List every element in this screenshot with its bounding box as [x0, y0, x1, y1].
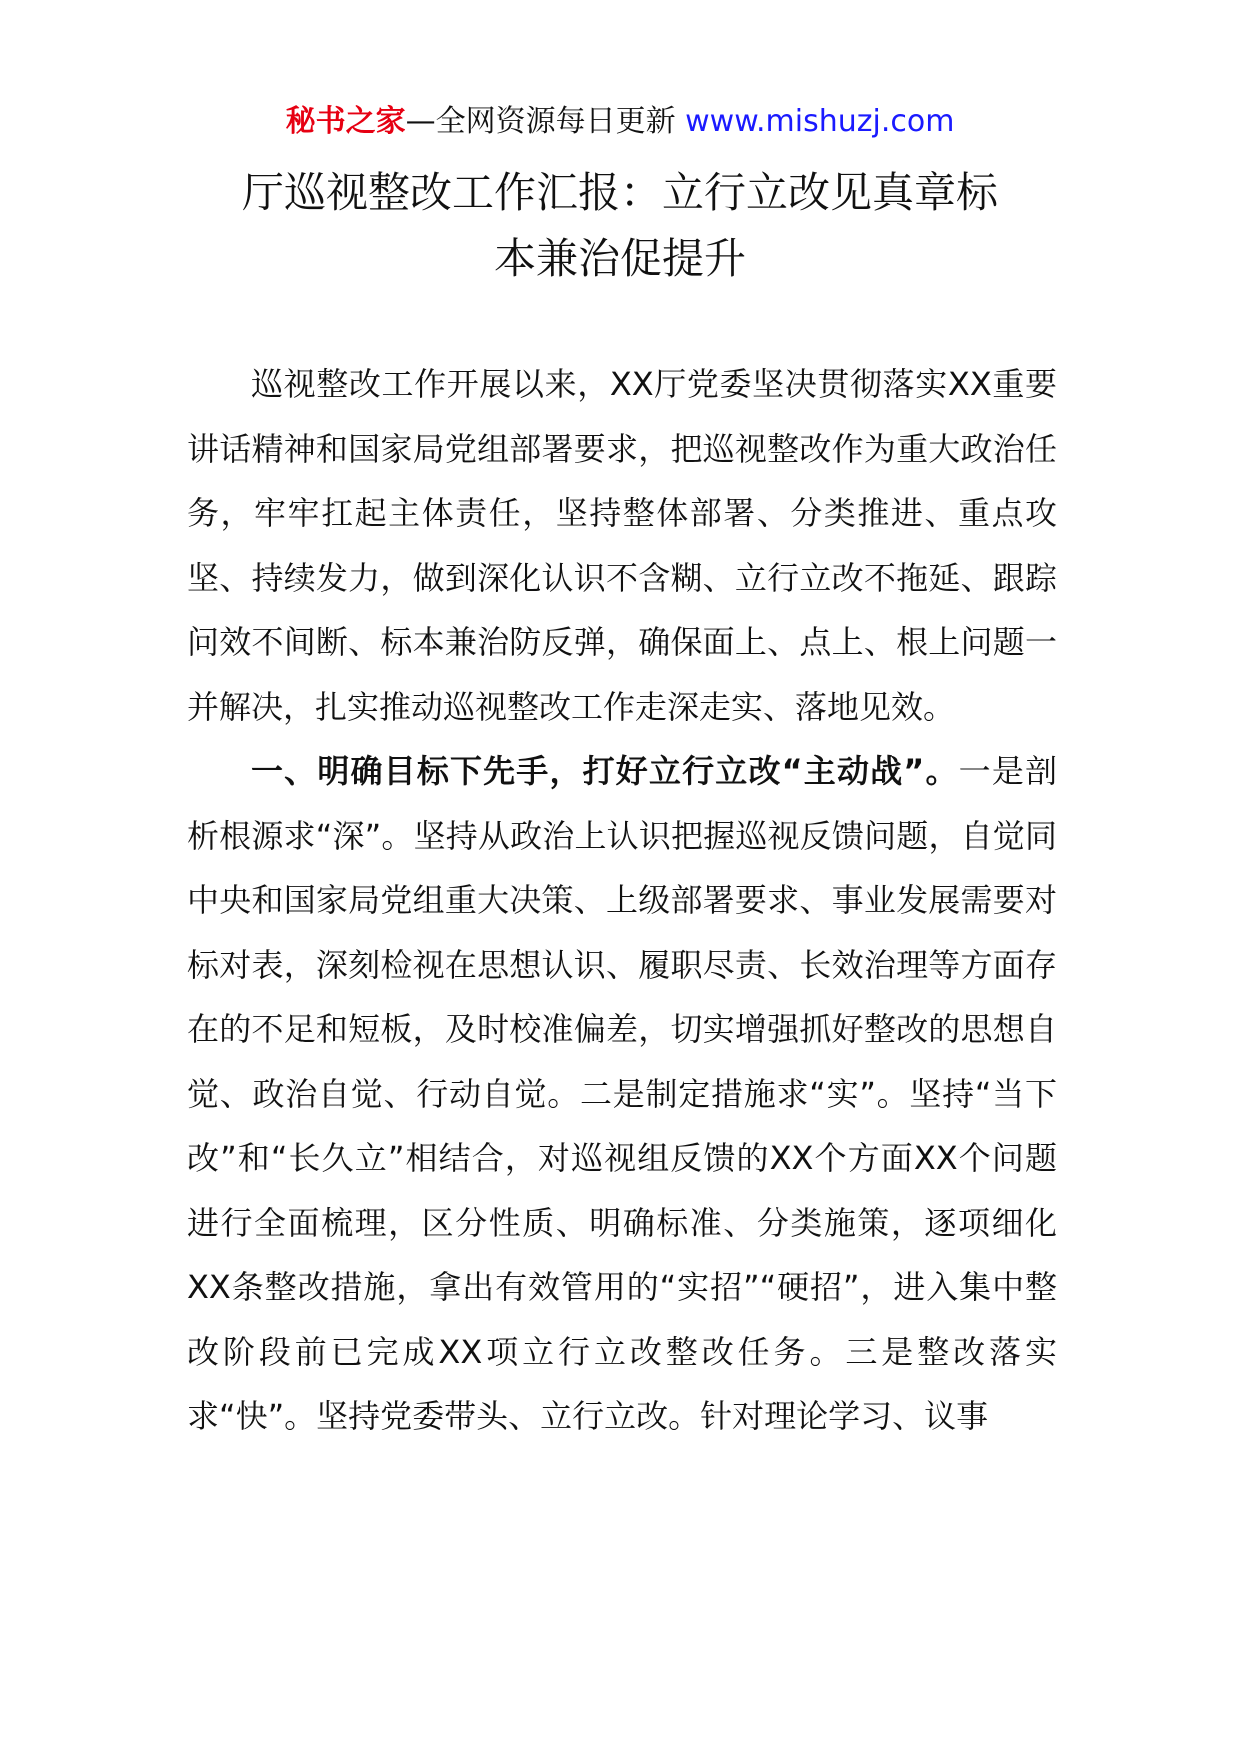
document-title-line-1: 厅巡视整改工作汇报：立行立改见真章标: [241, 168, 998, 217]
site-tagline: —全网资源每日更新: [405, 104, 676, 139]
site-header: [0, 100, 1240, 144]
document-title: [150, 160, 1090, 292]
paragraph-intro-text: 巡视整改工作开展以来，XX厅党委坚决贯彻落实XX重要讲话精神和国家局党组部署要求，把巡视整改作为重大政治任务，牢牢扛起主体责任，坚持整体部署、分类推进、重点攻坚、持续发力，做到深化认识不含糊、立行立改不拖延、跟踪问效不间断、标本兼治防反弹，确保面上、点上、根上问题一并解决，扎实推动巡视整改工作走深走实、落地见效。: [187, 365, 1057, 726]
document-title-line-2: 本兼治促提升: [493, 234, 746, 283]
site-brand: 秘书之家: [285, 104, 406, 139]
section-1-heading: 一、明确目标下先手，打好立行立改“主动战”。: [251, 752, 959, 790]
paragraph-intro: [187, 352, 1057, 739]
document-body: [187, 352, 1057, 1449]
paragraph-section-1: [187, 739, 1057, 1449]
site-url-link[interactable]: www.mishuzj.com: [685, 104, 955, 139]
section-1-text: 一是剖析根源求“深”。坚持从政治上认识把握巡视反馈问题，自觉同中央和国家局党组重大决策、上级部署要求、事业发展需要对标对表，深刻检视在思想认识、履职尽责、长效治理等方面存在的不足和短板，及时校准偏差，切实增强抓好整改的思想自觉、政治自觉、行动自觉。二是制定措施求“实”。坚持“当下改”和“长久立”相结合，对巡视组反馈的XX个方面XX个问题进行全面梳理，区分性质、明确标准、分类施策，逐项细化XX条整改措施，拿出有效管用的“实招”“硬招”，进入集中整改阶段前已完成XX项立行立改整改任务。三是整改落实求“快”。坚持党委带头、立行立改。针对理论学习、议事: [187, 752, 1057, 1435]
